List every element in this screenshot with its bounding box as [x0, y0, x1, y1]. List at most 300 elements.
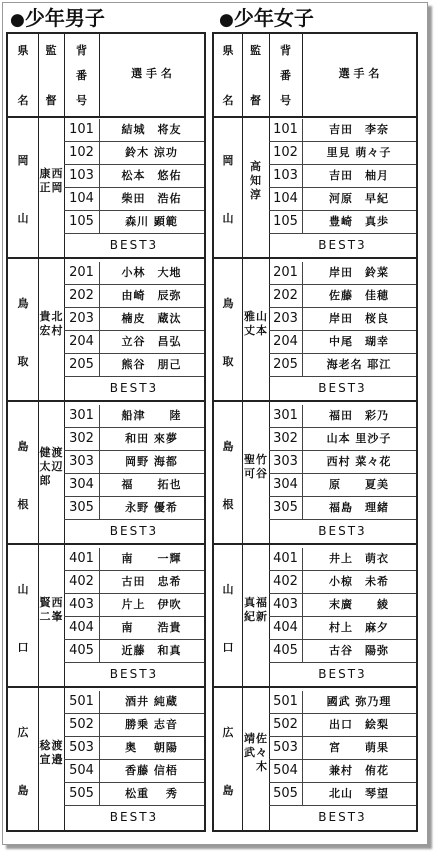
player-number: 304 [273, 477, 298, 492]
prefecture-char: 根 [17, 498, 29, 511]
player-name: 中尾 瑚幸 [329, 335, 389, 348]
coach-name-column [256, 453, 268, 481]
prefecture-name [8, 259, 38, 402]
prefecture-char: 広 [17, 726, 29, 739]
player-name: 岸田 鈴菜 [329, 266, 389, 279]
coach-char: 山 [256, 309, 267, 323]
coach-char: 雅 [244, 309, 255, 323]
coach-name-column [39, 739, 51, 767]
player-number: 105 [273, 214, 298, 229]
player-number: 305 [69, 500, 94, 515]
player-number: 304 [69, 477, 94, 492]
coach-char: 福 [256, 595, 267, 609]
coach-name-column [244, 596, 256, 624]
player-row [64, 451, 204, 474]
coach-char: 西 [51, 166, 63, 180]
player-name: 小林 大地 [121, 266, 182, 279]
header-number-char: 番 [76, 69, 87, 82]
coach-name-column [51, 310, 63, 338]
player-number: 202 [273, 288, 298, 303]
player-row [64, 165, 204, 188]
player-row [269, 571, 416, 594]
coach-name-column [256, 732, 268, 774]
prefecture-char: 鳥 [222, 297, 234, 310]
player-row [64, 617, 204, 640]
prefecture-name [214, 402, 242, 545]
player-number: 401 [69, 551, 94, 566]
prefecture-name [8, 688, 38, 831]
player-row [64, 691, 204, 714]
player-number: 504 [69, 763, 94, 778]
player-row [269, 119, 416, 142]
player-name: 船津 陸 [121, 409, 182, 422]
player-number: 502 [69, 717, 94, 732]
coach-char: 二 [39, 609, 51, 623]
coach-char: 靖 [244, 731, 255, 745]
header-number-char: 背 [76, 44, 87, 57]
coach-char: 淳 [250, 187, 261, 201]
prefecture-char: 広 [222, 726, 234, 739]
player-row [64, 211, 204, 234]
coach-char: 稔 [39, 738, 51, 752]
header-coach-char: 督 [45, 94, 57, 107]
player-name: 酒井 純蔵 [125, 695, 178, 708]
prefecture-name [8, 402, 38, 545]
player-number: 101 [69, 122, 94, 137]
coach-name [39, 446, 63, 488]
coach-name-column [39, 310, 51, 338]
player-row [269, 354, 416, 377]
column-divider [242, 116, 243, 257]
player-name: 奥 朝陽 [125, 741, 178, 754]
header-coach-char: 督 [250, 94, 261, 107]
player-name: 由崎 辰弥 [121, 289, 182, 302]
player-row [269, 760, 416, 783]
player-name: 香藤 信梧 [125, 764, 178, 777]
player-number: 202 [69, 288, 94, 303]
header-coach-char: 監 [45, 44, 57, 57]
player-row [64, 331, 204, 354]
coach-name-column [244, 310, 256, 338]
prefecture-char: 口 [17, 641, 29, 654]
coach-name [39, 596, 63, 624]
player-name: 南 浩貴 [121, 621, 182, 634]
player-name: 河原 早紀 [329, 192, 389, 205]
player-row [64, 405, 204, 428]
player-row [64, 497, 204, 520]
player-name: 小椋 未希 [329, 575, 389, 588]
player-row [64, 783, 204, 806]
player-number: 104 [69, 191, 94, 206]
coach-char: 真 [244, 595, 255, 609]
header-number [269, 34, 302, 116]
coach-char: 健 [39, 445, 51, 459]
coach-char: 新 [256, 609, 267, 623]
player-name: 立谷 昌弘 [121, 335, 182, 348]
player-row [269, 691, 416, 714]
coach-char: 峯 [51, 609, 63, 623]
prefecture-char: 取 [17, 355, 29, 368]
prefecture-block [8, 259, 204, 402]
coach-name-column [39, 446, 51, 488]
table-header [8, 34, 204, 118]
header-pref [8, 34, 38, 116]
player-row [64, 262, 204, 285]
coach-name-column [39, 596, 51, 624]
coach-char: 紀 [244, 609, 255, 623]
coach-name-column [51, 167, 63, 195]
player-name: 岸田 桜良 [329, 312, 389, 325]
player-number: 502 [273, 717, 298, 732]
player-row [269, 428, 416, 451]
coach-char: 貴 [39, 309, 51, 323]
player-name: 出口 絵梨 [329, 718, 389, 731]
player-name: 南 一輝 [121, 552, 182, 565]
player-row [64, 119, 204, 142]
header-player: 選 手 名 [338, 67, 380, 80]
player-row [269, 737, 416, 760]
coach-char: 賢 [39, 595, 51, 609]
player-name: 末廣 綾 [329, 598, 389, 611]
player-row [64, 142, 204, 165]
prefecture-char: 鳥 [17, 297, 29, 310]
prefecture-char: 山 [17, 212, 29, 225]
player-number: 303 [69, 454, 94, 469]
player-number: 503 [273, 740, 298, 755]
player-number: 405 [273, 643, 298, 658]
header-number-char: 号 [280, 94, 291, 107]
prefecture-name [214, 259, 242, 402]
coach-char: 渡 [51, 445, 63, 459]
player-number: 504 [273, 763, 298, 778]
coach-name [244, 310, 268, 338]
player-row [269, 211, 416, 234]
column-divider [99, 34, 100, 116]
header-number [64, 34, 99, 116]
player-name: 村上 麻夕 [329, 621, 389, 634]
player-row [269, 714, 416, 737]
player-number: 404 [273, 620, 298, 635]
player-number: 105 [69, 214, 94, 229]
player-number: 305 [273, 500, 298, 515]
player-row [269, 497, 416, 520]
player-row [269, 262, 416, 285]
player-row [269, 165, 416, 188]
player-row [64, 308, 204, 331]
player-number: 501 [273, 694, 298, 709]
coach-char: 辺 [51, 459, 63, 473]
player-name: 福 拓也 [121, 478, 182, 491]
header-number-char: 号 [76, 94, 87, 107]
coach-char: 高 [250, 159, 261, 173]
player-row [64, 714, 204, 737]
boys-roster-table [6, 32, 206, 832]
best3-label: BEST3 [109, 381, 159, 395]
player-name: 國武 弥乃理 [326, 695, 392, 708]
header-coach [242, 34, 269, 116]
player-name: 柴田 浩佑 [121, 192, 182, 205]
player-name: 山本 里沙子 [326, 432, 392, 445]
coach-name [244, 596, 268, 624]
coach-char: 武 [244, 745, 255, 759]
boys-heading [10, 6, 105, 30]
column-divider [302, 34, 303, 116]
player-name: 近藤 和真 [121, 644, 182, 657]
coach-char: 郎 [39, 473, 51, 487]
player-number: 403 [273, 597, 298, 612]
player-name: 森川 顕範 [125, 215, 178, 228]
player-row [64, 737, 204, 760]
player-number: 505 [69, 786, 94, 801]
player-row [64, 354, 204, 377]
player-row [64, 594, 204, 617]
player-name: 結城 将友 [121, 123, 182, 136]
player-number: 104 [273, 191, 298, 206]
girls-title: 少年女子 [233, 6, 314, 30]
prefecture-block [8, 545, 204, 688]
player-row [64, 548, 204, 571]
header-coach [38, 34, 64, 116]
header-player: 選 手 名 [131, 67, 172, 80]
player-name: 勝乗 志音 [125, 718, 178, 731]
coach-char: 渡 [51, 738, 63, 752]
player-number: 203 [69, 311, 94, 326]
player-name: 井上 萌衣 [329, 552, 389, 565]
prefecture-block [214, 688, 416, 831]
prefecture-block [214, 545, 416, 688]
prefecture-char: 島 [222, 440, 234, 453]
prefecture-char: 岡 [17, 154, 29, 167]
prefecture-char: 岡 [222, 154, 234, 167]
header-coach-char: 監 [250, 44, 261, 57]
prefecture-char: 口 [222, 641, 234, 654]
player-number: 403 [69, 597, 94, 612]
player-row [269, 142, 416, 165]
column-divider [64, 34, 65, 116]
best3-label: BEST3 [109, 667, 159, 681]
player-name: 福島 理緒 [329, 501, 389, 514]
coach-char: 北 [51, 309, 63, 323]
coach-char: 正 [39, 180, 51, 194]
player-row [64, 640, 204, 663]
coach-name-column [250, 160, 262, 202]
coach-char: 岡 [51, 180, 63, 194]
player-number: 302 [273, 431, 298, 446]
coach-char: 聖 [244, 452, 255, 466]
best3-label: BEST3 [318, 381, 367, 395]
player-row [269, 451, 416, 474]
player-number: 401 [273, 551, 298, 566]
coach-char: 々 [256, 745, 267, 759]
coach-name [39, 739, 63, 767]
coach-char: 木 [256, 759, 267, 773]
coach-char: 康 [39, 166, 51, 180]
coach-name-column [39, 167, 51, 195]
best3-label: BEST3 [318, 667, 367, 681]
player-name: 松重 秀 [125, 787, 178, 800]
player-number: 205 [273, 357, 298, 372]
player-name: 楠皮 蔵汰 [121, 312, 182, 325]
header-pref-char: 県 [17, 44, 29, 57]
prefecture-char: 根 [222, 498, 234, 511]
player-number: 101 [273, 122, 298, 137]
column-divider [269, 34, 270, 116]
coach-char: 太 [39, 459, 51, 473]
player-number: 505 [273, 786, 298, 801]
coach-char: 村 [51, 323, 63, 337]
player-name: 永野 優希 [125, 501, 178, 514]
player-name: 松本 悠佑 [121, 169, 182, 182]
coach-char: 西 [51, 595, 63, 609]
player-number: 402 [273, 574, 298, 589]
player-row [269, 405, 416, 428]
prefecture-name [8, 545, 38, 688]
player-row [64, 474, 204, 497]
coach-char: 谷 [256, 466, 267, 480]
player-name: 里見 萌々子 [326, 146, 392, 159]
player-name: 片上 伊吹 [121, 598, 182, 611]
player-name: 和田 來夢 [125, 432, 178, 445]
column-divider [242, 34, 243, 116]
coach-char: 可 [244, 466, 255, 480]
player-name: 古谷 陽弥 [329, 644, 389, 657]
player-row [269, 548, 416, 571]
player-name: 西村 菜々花 [326, 455, 392, 468]
prefecture-name [214, 116, 242, 259]
best3-label: BEST3 [318, 238, 367, 252]
player-name: 古田 忠希 [121, 575, 182, 588]
coach-name-column [51, 596, 63, 624]
player-name: 岡野 海都 [125, 455, 178, 468]
player-number: 404 [69, 620, 94, 635]
player-number: 301 [69, 408, 94, 423]
player-row [269, 308, 416, 331]
header-number-char: 番 [280, 69, 291, 82]
player-name: 海老名 耶江 [326, 358, 392, 371]
player-row [269, 188, 416, 211]
player-name: 佐藤 佳穂 [329, 289, 389, 302]
coach-name-column [256, 310, 268, 338]
prefecture-char: 島 [222, 784, 234, 797]
player-name: 福田 彩乃 [329, 409, 389, 422]
coach-name-column [244, 453, 256, 481]
prefecture-char: 山 [17, 583, 29, 596]
player-name: 吉田 李奈 [329, 123, 389, 136]
header-pref-char: 名 [17, 94, 29, 107]
coach-name-column [244, 732, 256, 760]
coach-char: 本 [256, 323, 267, 337]
coach-name [250, 160, 262, 202]
header-pref-char: 県 [222, 44, 234, 57]
player-number: 302 [69, 431, 94, 446]
player-name: 兼村 侑花 [329, 764, 389, 777]
girls-roster-table [212, 32, 418, 832]
player-row [64, 571, 204, 594]
coach-char: 宏 [39, 323, 51, 337]
player-row [64, 285, 204, 308]
player-row [64, 188, 204, 211]
player-number: 102 [69, 145, 94, 160]
player-name: 熊谷 朋己 [121, 358, 182, 371]
header-pref [214, 34, 242, 116]
coach-char: 知 [250, 173, 261, 187]
table-header [214, 34, 416, 118]
player-row [64, 428, 204, 451]
column-divider [38, 34, 39, 116]
player-name: 吉田 柚月 [329, 169, 389, 182]
player-name: 豊崎 真歩 [329, 215, 389, 228]
player-row [64, 760, 204, 783]
prefecture-char: 取 [222, 355, 234, 368]
prefecture-char: 山 [222, 212, 234, 225]
bullet-icon: ● [219, 10, 234, 30]
player-number: 405 [69, 643, 94, 658]
prefecture-block [214, 259, 416, 402]
prefecture-block [8, 688, 204, 831]
player-row [269, 594, 416, 617]
prefecture-block [214, 402, 416, 545]
player-row [269, 474, 416, 497]
coach-name [39, 167, 63, 195]
header-pref-char: 名 [222, 94, 234, 107]
prefecture-char: 山 [222, 583, 234, 596]
player-number: 201 [69, 265, 94, 280]
prefecture-block [214, 116, 416, 259]
player-row [269, 285, 416, 308]
player-number: 204 [69, 334, 94, 349]
best3-label: BEST3 [109, 524, 159, 538]
player-number: 103 [273, 168, 298, 183]
bullet-icon: ● [10, 10, 25, 30]
coach-name [244, 453, 268, 481]
prefecture-block [8, 116, 204, 259]
player-number: 204 [273, 334, 298, 349]
prefecture-name [214, 545, 242, 688]
player-name: 原 夏美 [329, 478, 389, 491]
player-number: 102 [273, 145, 298, 160]
player-number: 503 [69, 740, 94, 755]
player-row [269, 331, 416, 354]
player-name: 宮 萌果 [329, 741, 389, 754]
coach-name [244, 732, 268, 774]
boys-title: 少年男子 [24, 6, 105, 30]
player-row [269, 640, 416, 663]
coach-name-column [51, 446, 63, 474]
player-name: 北山 琴望 [329, 787, 389, 800]
player-number: 201 [273, 265, 298, 280]
prefecture-char: 島 [17, 784, 29, 797]
coach-name-column [256, 596, 268, 624]
prefecture-block [8, 402, 204, 545]
player-number: 501 [69, 694, 94, 709]
player-number: 402 [69, 574, 94, 589]
header-number-char: 背 [280, 44, 291, 57]
coach-char: 丈 [244, 323, 255, 337]
player-number: 303 [273, 454, 298, 469]
player-number: 103 [69, 168, 94, 183]
coach-name-column [51, 739, 63, 767]
coach-char: 邉 [51, 752, 63, 766]
best3-label: BEST3 [318, 810, 367, 824]
prefecture-name [8, 116, 38, 259]
best3-label: BEST3 [318, 524, 367, 538]
girls-heading [219, 6, 314, 30]
player-number: 205 [69, 357, 94, 372]
player-name: 鈴木 涼功 [125, 146, 178, 159]
player-row [269, 783, 416, 806]
prefecture-name [214, 688, 242, 831]
player-number: 301 [273, 408, 298, 423]
